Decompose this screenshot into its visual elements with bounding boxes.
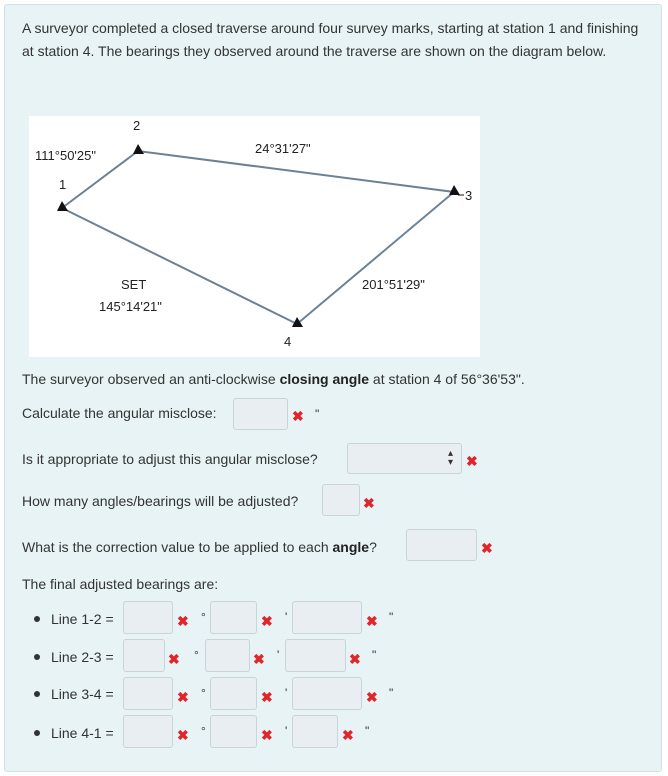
correction-input[interactable]: [406, 529, 477, 561]
line-3-4-minutes-input[interactable]: [210, 677, 257, 710]
line-2-3-label: Line 2-3 =: [51, 649, 114, 665]
line-3-4-seconds-input[interactable]: [292, 677, 362, 710]
seconds-unit: ": [389, 686, 394, 700]
seconds-unit: ": [372, 648, 377, 662]
line-4-1-label: Line 4-1 =: [51, 725, 114, 741]
cross-icon: ✖: [366, 689, 378, 705]
minutes-unit: ': [285, 610, 288, 624]
select-chevron-icon: ▴ ▾: [447, 448, 453, 468]
cross-icon: ✖: [261, 613, 273, 629]
line-2-3-seconds-input[interactable]: [285, 639, 346, 672]
degrees-unit: °: [201, 686, 206, 700]
degrees-unit: °: [201, 724, 206, 738]
adjust-select[interactable]: [347, 443, 462, 474]
cross-icon: ✖: [363, 495, 375, 511]
station-1-marker: [57, 201, 68, 211]
bearing-4-1-label: 145°14'21": [99, 299, 162, 314]
line-4-1-degrees-input[interactable]: [123, 715, 173, 748]
cross-icon: ✖: [253, 651, 265, 667]
final-bearings-label: The final adjusted bearings are:: [22, 576, 219, 592]
seconds-unit: ": [365, 724, 370, 738]
minutes-unit: ': [285, 724, 288, 738]
cross-icon: ✖: [292, 408, 304, 424]
station-4-label: 4: [284, 334, 292, 349]
bearing-3-4-label: 201°51'29": [362, 277, 425, 292]
line-1-2-degrees-input[interactable]: [123, 601, 173, 634]
station-2-label: 2: [133, 118, 141, 133]
cross-icon: ✖: [349, 651, 361, 667]
closing-angle-statement: The surveyor observed an anti-clockwise closing angle at station 4 of 56°36'53".: [22, 371, 525, 387]
bullet: [34, 730, 40, 736]
station-2-marker: [133, 144, 144, 154]
correction-question-label: What is the correction value to be applied to each angle?: [22, 539, 377, 555]
bearing-2-3-label: 24°31'27": [255, 141, 311, 156]
misclose-input[interactable]: [233, 398, 288, 430]
line-4-1-minutes-input[interactable]: [210, 715, 257, 748]
line-1-2-label: Line 1-2 =: [51, 611, 114, 627]
line-2-3-minutes-input[interactable]: [205, 639, 250, 672]
count-question-label: How many angles/bearings will be adjusted?: [22, 493, 299, 509]
bullet: [34, 616, 40, 622]
seconds-unit: ": [315, 407, 320, 421]
cross-icon: ✖: [342, 727, 354, 743]
cross-icon: ✖: [177, 689, 189, 705]
bullet: [34, 691, 40, 697]
minutes-unit: ': [285, 686, 288, 700]
line-2-3-degrees-input[interactable]: [123, 639, 165, 672]
misclose-label: Calculate the angular misclose:: [22, 405, 217, 421]
cross-icon: ✖: [261, 727, 273, 743]
seconds-unit: ": [389, 610, 394, 624]
station-3-marker: [449, 185, 460, 195]
degrees-unit: °: [194, 648, 199, 662]
cross-icon: ✖: [466, 453, 478, 469]
station-1-label: 1: [59, 177, 67, 192]
bearing-1-2-label: 111°50'25": [35, 148, 96, 163]
cross-icon: ✖: [261, 689, 273, 705]
cross-icon: ✖: [168, 651, 180, 667]
bearing-4-1-set-label: SET: [121, 277, 147, 292]
cross-icon: ✖: [177, 613, 189, 629]
cross-icon: ✖: [481, 540, 493, 556]
count-input[interactable]: [322, 484, 360, 516]
bullet: [34, 654, 40, 660]
cross-icon: ✖: [177, 727, 189, 743]
degrees-unit: °: [201, 610, 206, 624]
station-3-label: 3: [465, 188, 473, 203]
minutes-unit: ': [277, 648, 280, 662]
question-intro: A surveyor completed a closed traverse around four survey marks, starting at station 1 and finishing at station 4. The bearings they observed around the traverse are shown on the diagram below.: [22, 20, 639, 59]
traverse-diagram: [29, 116, 480, 357]
line-4-1-seconds-input[interactable]: [292, 715, 338, 748]
line-3-4-label: Line 3-4 =: [51, 686, 114, 702]
adjust-question-label: Is it appropriate to adjust this angular misclose?: [22, 451, 318, 467]
cross-icon: ✖: [366, 613, 378, 629]
line-3-4-degrees-input[interactable]: [123, 677, 173, 710]
line-1-2-minutes-input[interactable]: [210, 601, 257, 634]
line-1-2-seconds-input[interactable]: [292, 601, 362, 634]
